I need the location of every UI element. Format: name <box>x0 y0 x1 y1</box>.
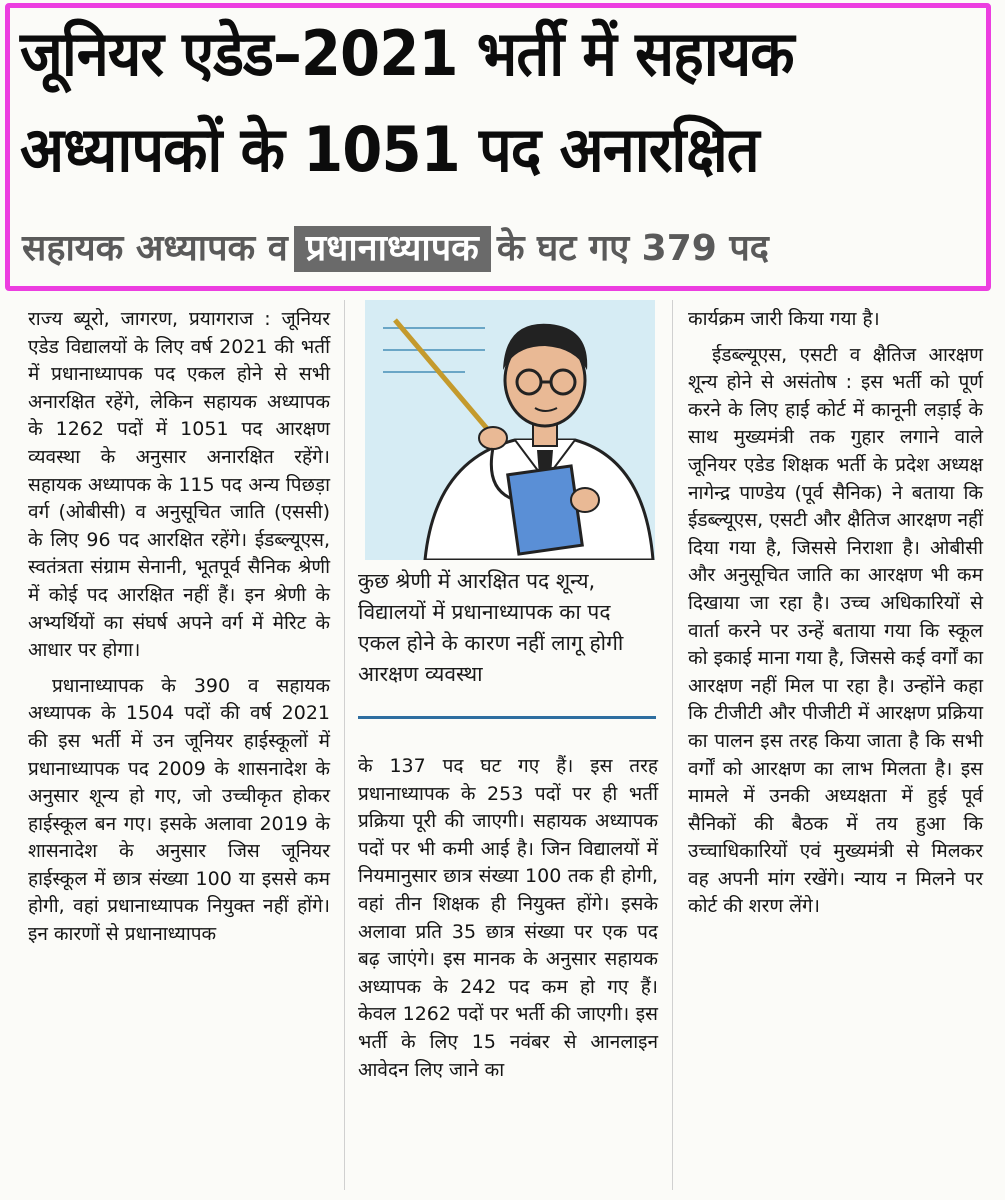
headline-line-1: जूनियर एडेड–2021 भर्ती में सहायक <box>20 17 794 90</box>
paragraph: प्रधानाध्यापक के 390 व सहायक अध्यापक के 1504 पदों की वर्ष 2021 की इस भर्ती में उन जूनियर हाईस्कूलों में प्रधानाध्यापक पद 2009 के शासनादेश के अनुसार शून्य हो गए, जो उच्चीकृत होकर हाईस्कूल बन गए। इसके अलावा 2019 के शासनादेश के अनुसार जिस जूनियर हाईस्कूल में छात्र संख्या 100 या इससे कम होगी, वहां प्रधानाध्यापक नियुक्त नहीं होंगे। इन कारणों से प्रधानाध्यापक <box>28 674 330 946</box>
paragraph: राज्य ब्यूरो, जागरण, प्रयागराज : जूनियर एडेड विद्यालयों के लिए वर्ष 2021 की भर्ती में प्रधानाध्यापक पद एकल होने से सभी अनारक्षित रहेंगे, लेकिन सहायक अध्यापक के 1262 पदों में 1051 पद आरक्षण व्यवस्था के अनुसार अनारक्षित रहेंगे। सहायक अध्यापक के 115 पद अन्य पिछड़ा वर्ग (ओबीसी) व अनुसूचित जाति (एससी) के लिए 96 पद आरक्षित रहेंगे। ईडब्ल्यूएस, स्वतंत्रता संग्राम सेनानी, भूतपूर्व सैनिक श्रेणी में कोई पद आरक्षित नहीं हैं। इन श्रेणी के अभ्यर्थियों का संघर्ष अपने वर्ग में मेरिट के आधार पर होगा। <box>28 308 330 662</box>
column-divider <box>672 300 673 1190</box>
subheadline-before: सहायक अध्यापक व <box>22 228 288 269</box>
headline-line-2: अध्यापकों के 1051 पद अनारक्षित <box>20 113 759 186</box>
image-caption: कुछ श्रेणी में आरक्षित पद शून्य, विद्यालयों में प्रधानाध्यापक का पद एकल होने के कारण नहीं लागू होगी आरक्षण व्यवस्था <box>358 569 624 686</box>
caption-divider <box>358 716 656 719</box>
subheadline-after: के घट गए 379 पद <box>496 228 769 269</box>
paragraph: ईडब्ल्यूएस, एसटी व क्षैतिज आरक्षण शून्य होने से असंतोष : इस भर्ती को पूर्ण करने के लिए हाई कोर्ट में कानूनी लड़ाई के साथ मुख्यमंत्री तक गुहार लगाने वाले जूनियर एडेड शिक्षक भर्ती के प्रदेश अध्यक्ष नागेन्द्र पाण्डेय (पूर्व सैनिक) ने बताया कि ईडब्ल्यूएस, एसटी और क्षैतिज आरक्षण नहीं दिया गया है, जिससे निराशा है। ओबीसी और अनुसूचित जाति का आरक्षण भी कम दिखाया जा रहा है। उच्च अधिकारियों से वार्ता करने पर उन्हें बताया गया कि स्कूल को इकाई माना गया है, जिससे कई वर्गों का आरक्षण नहीं मिल पा रहा है। उन्होंने कहा कि टीजीटी और पीजीटी में आरक्षण प्रक्रिया का पालन इस तरह किया जाता है कि सभी वर्गों को आरक्षण का लाभ मिलता है। इस मामले में उनकी अध्यक्षता में हुई पूर्व सैनिकों की बैठक में तय हुआ कि उच्चाधिकारियों एवं मुख्यमंत्री से मिलकर वह अपनी मांग रखेंगे। न्याय न मिलने पर कोर्ट की शरण लेंगे। <box>688 343 983 918</box>
teacher-with-pointer-illustration <box>365 300 655 560</box>
paragraph: के 137 पद घट गए हैं। इस तरह प्रधानाध्यापक के 253 पदों पर ही भर्ती प्रक्रिया पूरी की जाएगी। सहायक अध्यापक पदों पर भी कमी आई है। जिन विद्यालयों में नियमानुसार छात्र संख्या 100 तक ही होगी, वहां तीन शिक्षक ही नियुक्त होंगे। इसके अलावा प्रति 35 छात्र संख्या पर एक पद बढ़ जाएंगे। इस मानक के अनुसार सहायक अध्यापक के 242 पद कम हो गए हैं। केवल 1262 पदों पर भर्ती की जाएगी। इस भर्ती के लिए 15 नवंबर से आनलाइन आवेदन लिए जाने का <box>358 755 658 1081</box>
article-column-1 <box>28 306 330 949</box>
paragraph: कार्यक्रम जारी किया गया है। <box>688 308 880 330</box>
subheadline-highlight: प्रधानाध्यापक <box>294 226 491 272</box>
article-column-3 <box>688 306 983 921</box>
subheadline <box>22 226 769 272</box>
article-column-2 <box>358 753 658 1084</box>
column-divider <box>344 300 345 1190</box>
